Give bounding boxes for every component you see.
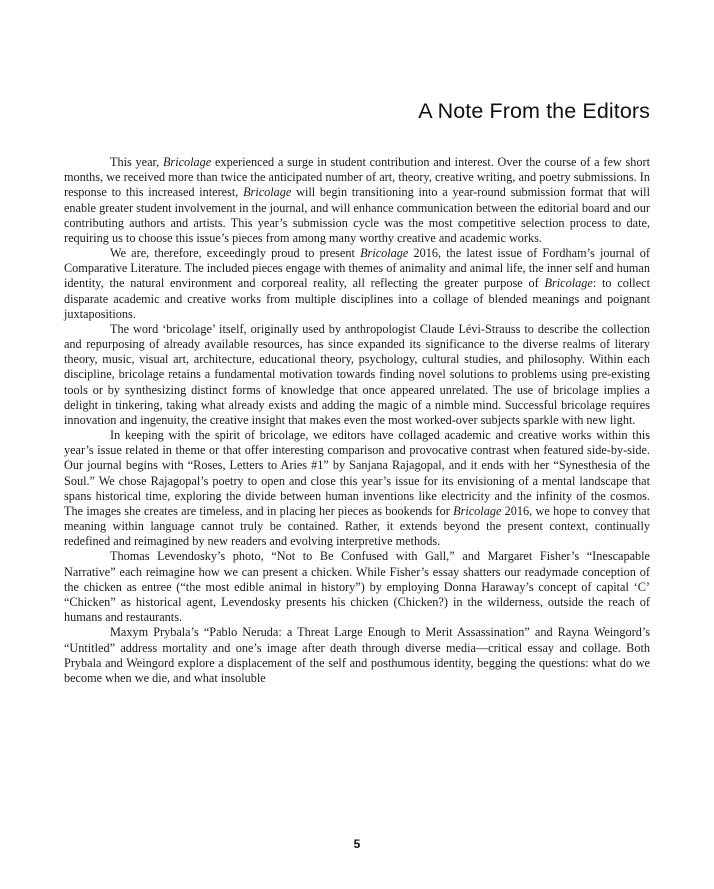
text-segment: Thomas Levendosky’s photo, “Not to Be Confused with Gall,” and Margaret Fisher’s “Inescapable Narrative” each reimagine how we can present a chicken. While Fisher’s essay shatters our readymade conception of the chicken as entree (“the most edible animal in history”) by employing Donna Haraway’s concept of capital ‘C’ “Chicken” as historical agent, Levendosky presents his chicken (Chicken?) in the wilderness, outside the reach of humans and restaurants. xyxy=(64,549,650,625)
text-segment: Maxym Prybala’s “Pablo Neruda: a Threat Large Enough to Merit Assassination” and Rayna Weingord’s “Untitled” address mortality and one’s image after death through diverse media—critical essay and collage. Both Prybala and Weingord explore a displacement of the self and posthumous identity, begging the questions: what do we become when we die, and what insoluble xyxy=(64,625,650,685)
text-segment: This year, xyxy=(110,155,163,169)
body-text xyxy=(64,155,650,686)
text-segment: 2016, the latest issue of Fordham’s journal of Comparative Literature. The included pieces engage with themes of animality and animal life, the inner self and human identity, the natural environment and corporeal reality, all reflecting the greater purpose of xyxy=(64,246,651,291)
text-segment: The word ‘bricolage’ itself, originally used by anthropologist Claude Lévi-Strauss to describe the collection and repurposing of already available resources, has since expanded its significance to the diverse realms of literary theory, music, visual art, architecture, educational theory, psychology, cultural studies, and philosophy. Within each discipline, bricolage retains a fundamental motivation towards finding novel solutions to problems using pre-existing tools or by synthesizing distinct forms of knowledge that once appeared unrelated. The use of bricolage implies a delight in tinkering, taking what already exists and adding the magic of a nimble mind. Successful bricolage requires innovation and ingenuity, the creative insight that makes even the most worked-over subjects sparkle with new light. xyxy=(64,321,650,427)
journal-title-italic: Bricolage xyxy=(453,503,502,518)
text-segment: : to collect disparate academic and creative works from multiple disciplines into a collage of blended meanings and poignant juxtapositions. xyxy=(64,276,650,321)
text-segment: will begin transitioning into a year-round submission format that will enable greater student involvement in the journal, and will enhance communication between the editorial board and our contributing authors and artists. This year’s submission cycle was the most competitive selection process to date, requiring us to choose this issue’s pieces from among many worthy creative and academic works. xyxy=(64,185,650,245)
text-segment: 2016, we hope to convey that meaning within language cannot truly be contained. Rather, it extends beyond the present context, continually redefined and reimagined by new readers and evolving interpretive methods. xyxy=(64,503,651,549)
page-number: 5 xyxy=(353,837,361,851)
paragraph-1 xyxy=(64,155,650,246)
text-segment: We are, therefore, exceedingly proud to present xyxy=(110,246,361,261)
journal-title-italic: Bricolage xyxy=(360,246,409,261)
journal-title-italic: Bricolage xyxy=(243,185,292,200)
text-segment: experienced a surge in student contribution and interest. Over the course of a few short months, we received more than twice the anticipated number of art, theory, creative writing, and poetry submissions. In response to this increased interest, xyxy=(64,155,650,200)
page-title: A Note From the Editors xyxy=(418,99,650,123)
journal-title-italic: Bricolage xyxy=(162,155,212,169)
journal-title-italic: Bricolage xyxy=(544,276,593,291)
text-segment: In keeping with the spirit of bricolage, we editors have collaged academic and creative works within this year’s issue related in theme or that offer interesting comparison and provocative contrast when featured side-by-side. Our journal begins with “Roses, Letters to Aries #1” by Sanjana Rajagopal, and it ends with her “Synesthesia of the Soul.” We chose Rajagopal’s poetry to open and close this year’s issue for its envisioning of a mental landscape that spans historical time, exploring the divide between human inventions like electricity and the infinity of the cosmos. The images she creates are timeless, and in placing her pieces as bookends for xyxy=(64,428,650,518)
paragraph-2 xyxy=(64,246,650,322)
paragraph-5 xyxy=(64,549,650,625)
paragraph-3 xyxy=(64,322,650,428)
paragraph-4 xyxy=(64,428,650,549)
paragraph-6 xyxy=(64,625,650,686)
